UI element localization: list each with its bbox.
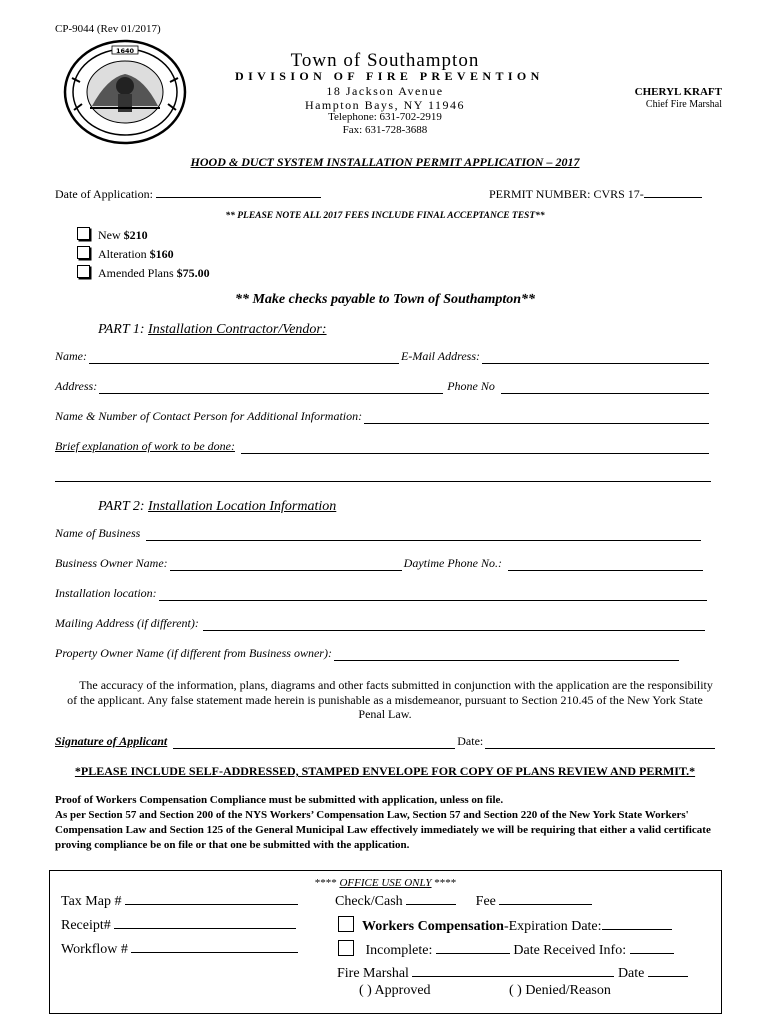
contractor-name-field[interactable] (89, 352, 399, 364)
workers-comp-line2: As per Section 57 and Section 200 of the NYS Workers’ Compensation Law, Section 57 and Section 220 of the New York State Workers' Compensation Law and Section 125 of the General Municipal Law effectively immediately we will be requiring that either a valid certificate proving compliance be on file or that one be submitted with the application. (55, 809, 711, 851)
date-of-application (55, 185, 321, 202)
location-row: Installation location: (55, 586, 709, 601)
office-heading: **** OFFICE USE ONLY **** (314, 877, 457, 889)
address-line-2: Hampton Bays, NY 11946 (304, 98, 466, 112)
permit-field[interactable] (644, 185, 702, 198)
address-phone-row: Address: Phone No (55, 379, 711, 394)
fees-note: ** PLEASE NOTE ALL 2017 FEES INCLUDE FINAL ACCEPTANCE TEST** (225, 211, 545, 221)
mailing-address-field[interactable] (203, 619, 705, 631)
receipt-field[interactable] (114, 916, 296, 929)
contact-person-field[interactable] (364, 412, 709, 424)
expiration-date-field[interactable] (602, 917, 672, 930)
form-title: HOOD & DUCT SYSTEM INSTALLATION PERMIT APPLICATION – 2017 (190, 155, 580, 169)
date-field[interactable] (156, 185, 321, 198)
work-explanation-field[interactable] (241, 442, 709, 454)
permit-number (489, 185, 702, 202)
contractor-email-field[interactable] (482, 352, 709, 364)
permit-label: PERMIT NUMBER: CVRS 17- (489, 187, 644, 201)
owner-row: Business Owner Name: Daytime Phone No.: (55, 556, 705, 571)
fire-marshal-field[interactable] (412, 964, 614, 977)
signature-row: Signature of Applicant Date: (55, 734, 717, 749)
accuracy-statement: The accuracy of the information, plans, diagrams and other facts submitted in conjunction with the application are the responsibility of the applicant. Any false statement made herein is punishable as a misdemeanor, pursuant to Section 210.45 of the New York State Penal Law. (67, 678, 713, 721)
contact-row: Name & Number of Contact Person for Additional Information: (55, 409, 711, 424)
town-name: Town of Southampton (290, 50, 480, 71)
mailing-row: Mailing Address (if different): (55, 616, 707, 631)
date-received-field[interactable] (630, 941, 674, 954)
alteration-checkbox[interactable] (77, 246, 90, 259)
tax-map-field[interactable] (125, 892, 298, 905)
incomplete-field[interactable] (436, 941, 510, 954)
incomplete-checkbox[interactable] (338, 940, 354, 956)
part1-heading: PART 1: Installation Contractor/Vendor: (98, 322, 327, 337)
fire-marshal-date-field[interactable] (648, 964, 688, 977)
checks-payable: ** Make checks payable to Town of Southampton** (234, 292, 536, 307)
business-row: Name of Business (55, 526, 703, 541)
part2-heading: PART 2: Installation Location Information (98, 499, 337, 514)
official-name: CHERYL KRAFT (634, 86, 722, 98)
approved-option[interactable]: ( ) Approved (359, 983, 431, 998)
form-code: CP-9044 (Rev 01/2017) (55, 23, 161, 35)
fee-option-new[interactable]: New $210 (77, 227, 148, 243)
contractor-phone-field[interactable] (501, 382, 709, 394)
workers-comp-line1: Proof of Workers Compensation Compliance must be submitted with application, unless on file. (55, 794, 504, 806)
fee-option-amended[interactable]: Amended Plans $75.00 (77, 265, 210, 281)
fire-marshal-row: Fire Marshal Date (337, 964, 688, 982)
work-row: Brief explanation of work to be done: (55, 439, 711, 454)
denied-option[interactable]: ( ) Denied/Reason (509, 983, 611, 998)
workflow-row: Workflow # (61, 940, 298, 958)
check-cash-field[interactable] (406, 892, 456, 905)
tax-map-row: Tax Map # (61, 892, 298, 910)
new-checkbox[interactable] (77, 227, 90, 240)
signature-field[interactable] (173, 737, 455, 749)
workers-comp-row: Workers Compensation-Expiration Date: (338, 916, 672, 935)
property-row: Property Owner Name (if different from Business owner): (55, 646, 681, 661)
owner-name-field[interactable] (170, 559, 402, 571)
envelope-note: *PLEASE INCLUDE SELF-ADDRESSED, STAMPED ENVELOPE FOR COPY OF PLANS REVIEW AND PERMIT.* (74, 764, 696, 778)
official-title: Chief Fire Marshal (645, 99, 722, 110)
division-name: DIVISION OF FIRE PREVENTION (235, 69, 544, 83)
amended-checkbox[interactable] (77, 265, 90, 278)
fee-field[interactable] (499, 892, 592, 905)
seal-year: 1640 (115, 47, 135, 55)
date-label: Date of Application: (55, 187, 153, 201)
telephone: Telephone: 631-702-2919 (328, 111, 442, 123)
address-line-1: 18 Jackson Avenue (326, 84, 444, 98)
workers-comp-checkbox[interactable] (338, 916, 354, 932)
contractor-address-field[interactable] (99, 382, 443, 394)
check-cash-row: Check/Cash Fee (335, 892, 592, 910)
installation-location-field[interactable] (159, 589, 707, 601)
fee-option-alteration[interactable]: Alteration $160 (77, 246, 174, 262)
business-name-field[interactable] (146, 529, 701, 541)
name-email-row: Name: E-Mail Address: (55, 349, 711, 364)
incomplete-row: Incomplete: Date Received Info: (338, 940, 674, 959)
workflow-field[interactable] (131, 940, 298, 953)
office-use-box (49, 870, 722, 1014)
town-seal-icon (62, 38, 188, 146)
work-extra-line[interactable] (55, 481, 711, 482)
daytime-phone-field[interactable] (508, 559, 703, 571)
property-owner-field[interactable] (334, 649, 679, 661)
fax: Fax: 631-728-3688 (342, 124, 428, 136)
receipt-row: Receipt# (61, 916, 296, 934)
signature-date-field[interactable] (485, 737, 715, 749)
